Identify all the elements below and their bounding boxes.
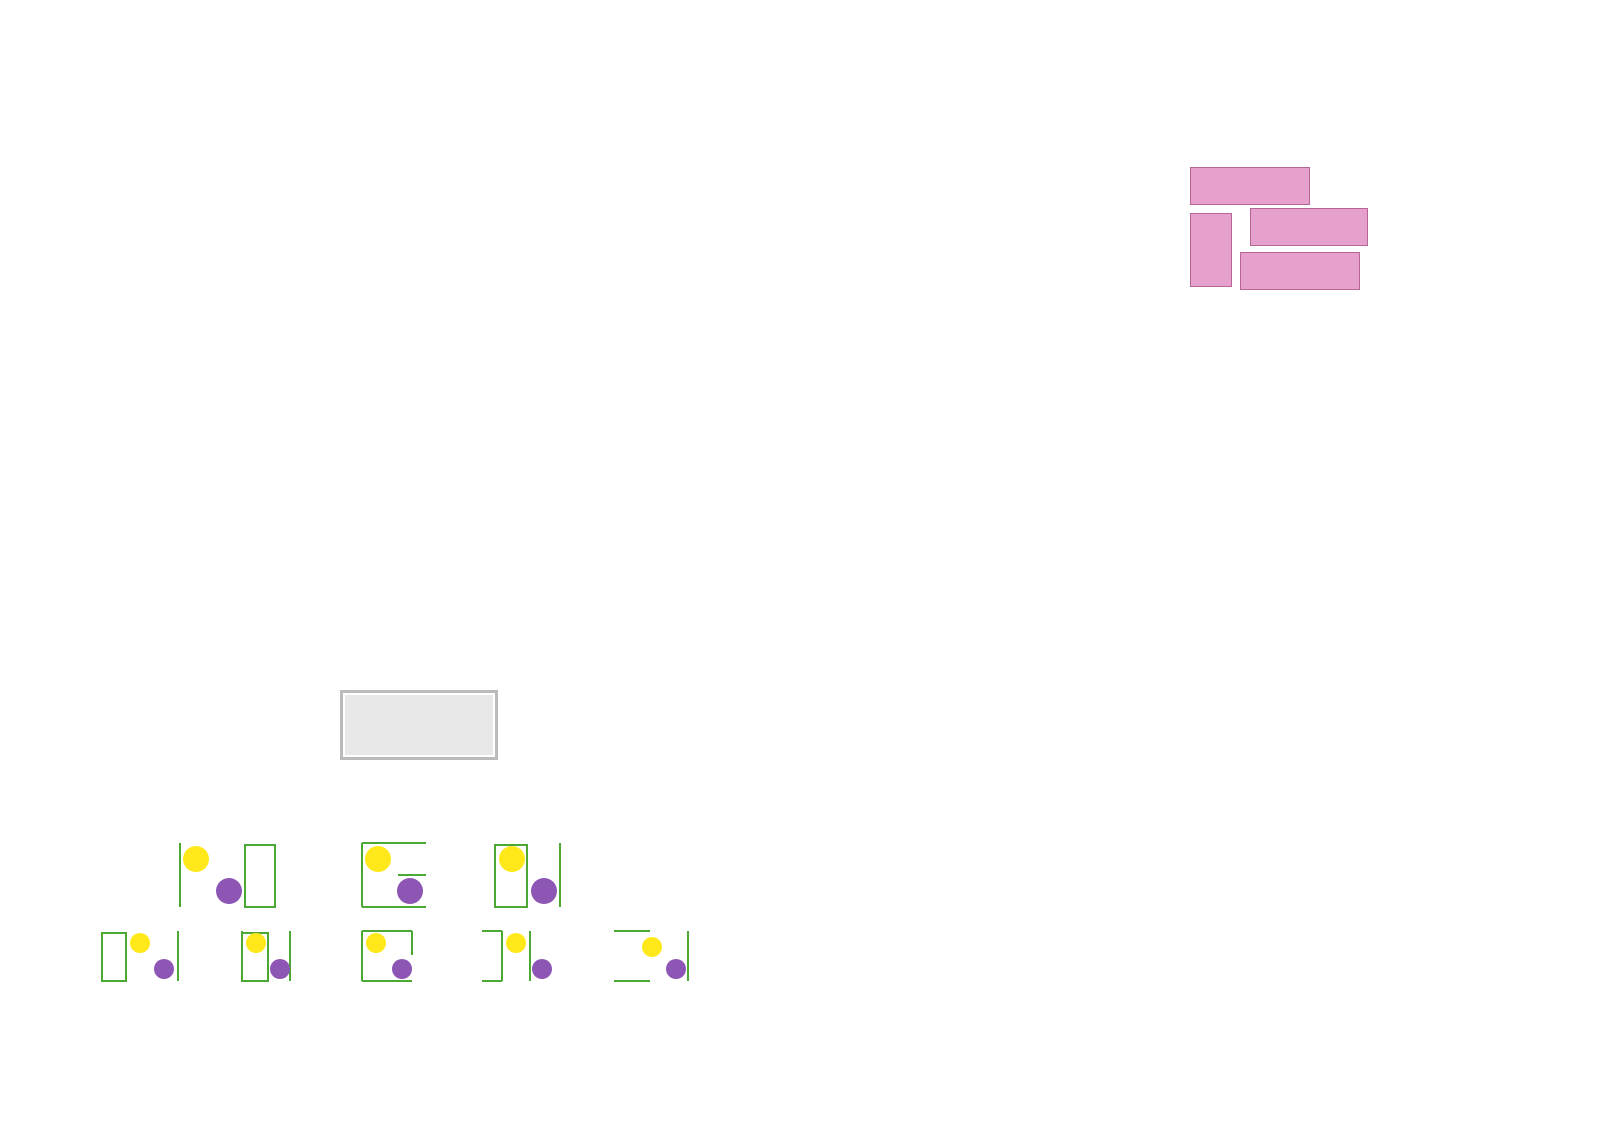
q3-yellow-dot — [365, 846, 391, 872]
q3-yellow-dot — [246, 933, 266, 953]
q3-yellow-dot — [642, 937, 662, 957]
q3-purple-dot — [270, 959, 290, 979]
q3-purple-dot — [392, 959, 412, 979]
fragment-4-6 — [1250, 208, 1368, 246]
q1-options — [64, 492, 724, 572]
q3-figure — [90, 835, 710, 1010]
q3-yellow-dot — [366, 933, 386, 953]
q3-purple-dot — [531, 878, 557, 904]
miac-logo — [76, 112, 218, 212]
q3-yellow-dot — [183, 846, 209, 872]
fragment-23-25 — [1190, 167, 1310, 205]
q3-purple-dot — [532, 959, 552, 979]
q3-yellow-dot — [499, 846, 525, 872]
q3-purple-dot — [154, 959, 174, 979]
fragment-11-18 — [1190, 213, 1232, 287]
lcd-clock — [340, 690, 498, 760]
fragment-28-30 — [1240, 252, 1360, 290]
q3-purple-dot — [397, 878, 423, 904]
q3-purple-dot — [666, 959, 686, 979]
q3-yellow-dot — [506, 933, 526, 953]
q1-sequence — [110, 420, 680, 476]
q3-purple-dot — [216, 878, 242, 904]
q3-yellow-dot — [130, 933, 150, 953]
